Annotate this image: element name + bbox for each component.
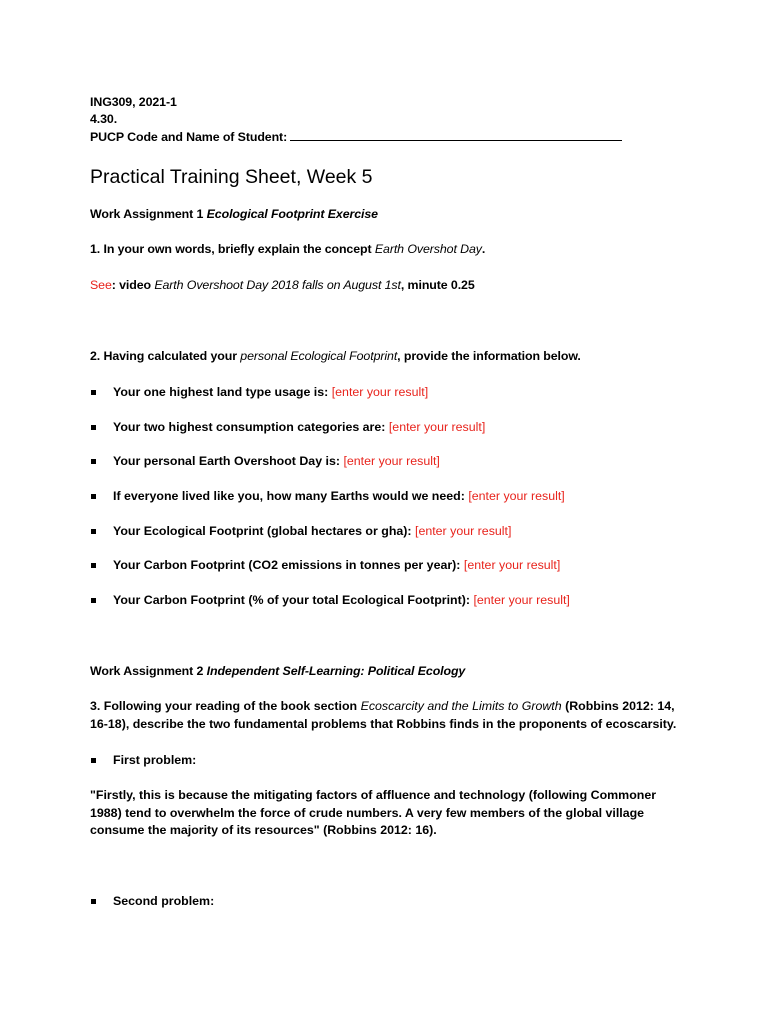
bullet-icon [91,899,96,904]
see-label: See [90,278,112,292]
course-code: ING309, 2021-1 [90,95,177,109]
assignment2-heading [90,663,465,680]
page-title: Practical Training Sheet, Week 5 [90,166,373,188]
result-placeholder[interactable]: [enter your result] [415,524,512,538]
bullet-icon [91,459,96,464]
assignment1-name: Ecological Footprint Exercise [206,207,378,221]
result-label: Your Ecological Footprint (global hectares or gha): [113,524,412,538]
bullet-icon [91,494,96,499]
q2-term: personal Ecological Footprint [240,349,398,363]
result-placeholder[interactable]: [enter your result] [463,558,561,572]
q2-end: , provide the information below. [397,349,581,363]
see-minute: , minute 0.25 [400,278,475,292]
q1-term: Earth Overshot Day [374,242,482,256]
see-colon: : video [111,278,151,292]
see-reference [90,277,475,294]
question-2 [90,348,581,365]
student-blank-line[interactable] [290,128,622,141]
see-video-title: Earth Overshoot Day 2018 falls on August 1st [154,278,401,292]
result-placeholder[interactable]: [enter your result] [331,385,429,399]
result-label: Your Carbon Footprint (% of your total Ecological Footprint): [113,593,470,607]
assignment1-heading [90,206,378,223]
result-label: Your one highest land type usage is: [113,385,329,399]
bullet-icon [91,758,96,763]
q1-text: 1. In your own words, briefly explain the concept [90,242,372,256]
assignment2-name: Independent Self-Learning: Political Ecology [206,664,466,678]
q3-text: 3. Following your reading of the book section [90,699,358,713]
q3-end: (Robbins 2012: 14, 16-18), describe the two fundamental problems that Robbins finds in the proponents of ecoscarsity. [90,699,677,731]
result-label: Your personal Earth Overshoot Day is: [113,454,340,468]
first-problem-label: First problem: [113,753,197,767]
result-placeholder[interactable]: [enter your result] [388,420,486,434]
result-label: If everyone lived like you, how many Earths would we need: [113,489,465,503]
first-problem-answer[interactable]: "Firstly, this is because the mitigating factors of affluence and technology (following Commoner 1988) tend to overwhelm the force of crude numbers. A very few members of the global village consume the majority of its resources" (Robbins 2012: 16). [90,788,657,837]
result-placeholder[interactable]: [enter your result] [343,454,440,468]
bullet-icon [91,529,96,534]
bullet-icon [91,425,96,430]
result-label: Your two highest consumption categories are: [113,420,386,434]
q3-term: Ecoscarcity and the Limits to Growth [360,699,562,713]
bullet-icon [91,390,96,395]
result-placeholder[interactable]: [enter your result] [473,593,570,607]
student-label: PUCP Code and Name of Student: [90,130,288,144]
assignment2-label: Work Assignment 2 [90,664,204,678]
student-field[interactable] [90,128,622,146]
bullet-icon [91,563,96,568]
question-3 [90,698,680,733]
sheet-number: 4.30. [90,112,118,126]
q1-end: . [481,242,486,256]
bullet-icon [91,598,96,603]
second-problem-label: Second problem: [113,894,215,908]
result-label: Your Carbon Footprint (CO2 emissions in tonnes per year): [113,558,461,572]
q2-text: 2. Having calculated your [90,349,237,363]
assignment1-label: Work Assignment 1 [90,207,204,221]
question-1 [90,241,485,258]
result-placeholder[interactable]: [enter your result] [468,489,565,503]
